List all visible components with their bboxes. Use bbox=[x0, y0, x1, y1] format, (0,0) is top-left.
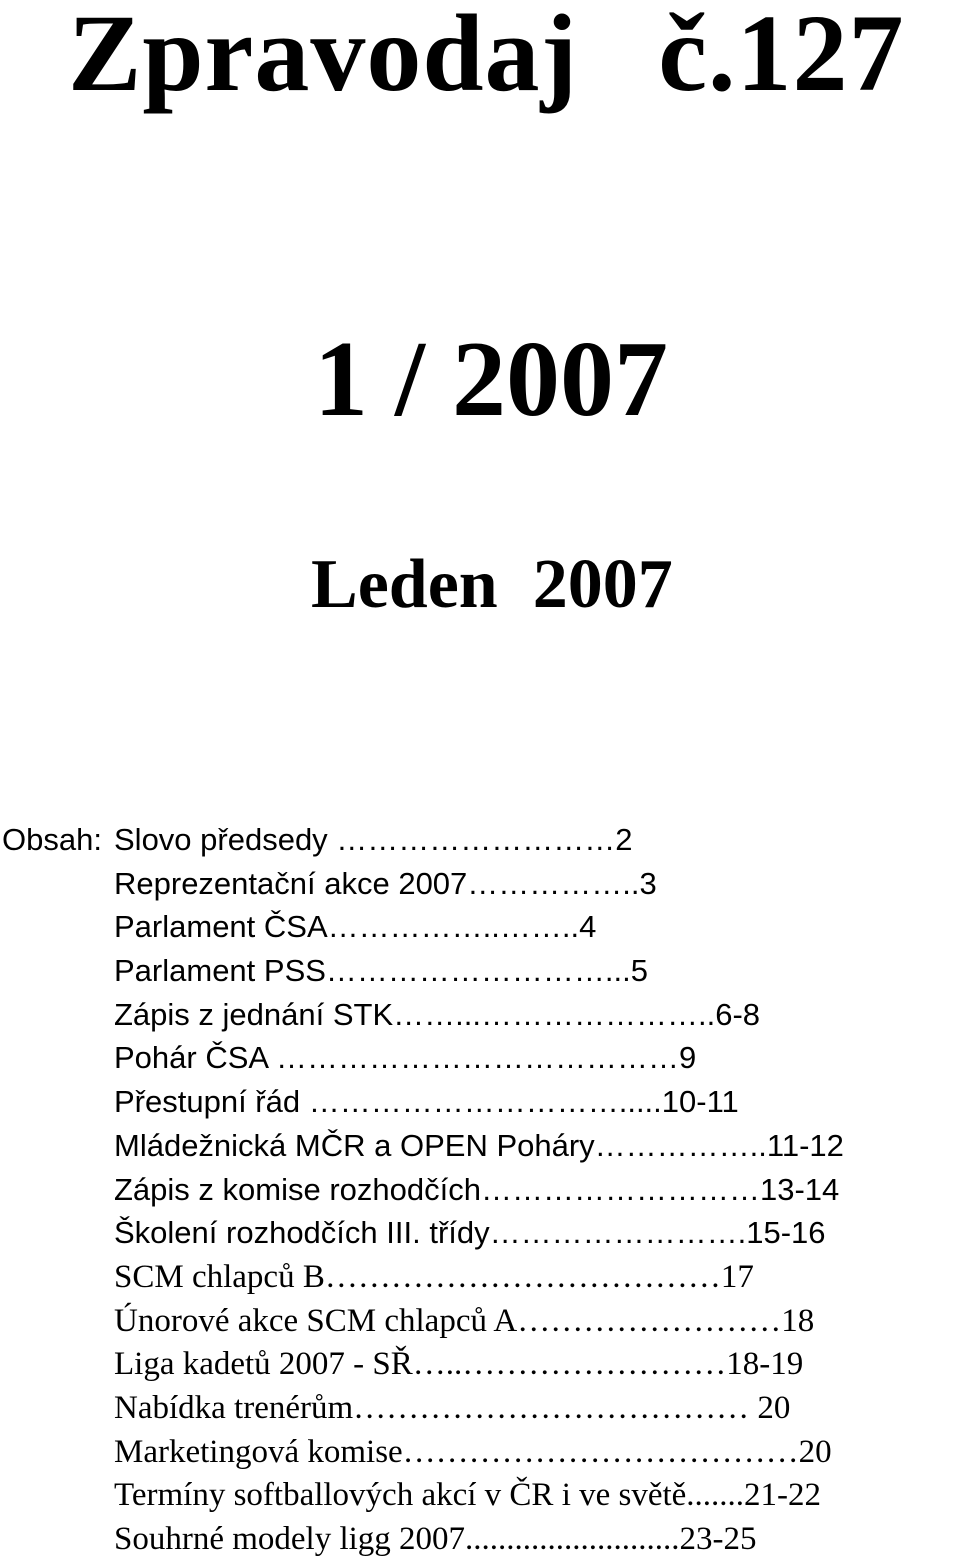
toc-entry-text: Únorové akce SCM chlapců A……………………18 bbox=[114, 1302, 815, 1339]
toc-entry bbox=[114, 1211, 844, 1255]
toc-entry bbox=[114, 1080, 844, 1124]
toc-entry bbox=[114, 1342, 844, 1386]
toc-entry bbox=[114, 1036, 844, 1080]
toc-entry-text: Marketingová komise………………………………20 bbox=[114, 1433, 832, 1470]
toc-entry-text: Termíny softballových akcí v ČR i ve světě.......21-22 bbox=[114, 1477, 822, 1514]
toc-entry bbox=[114, 949, 844, 993]
toc-entry bbox=[114, 1299, 844, 1343]
table-of-contents bbox=[114, 818, 844, 1561]
toc-label: Obsah: bbox=[2, 822, 111, 857]
toc-entry-text: Liga kadetů 2007 - SŘ…..……………………18-19 bbox=[114, 1346, 804, 1383]
toc-entry-text: Slovo předsedy ………………………2 bbox=[114, 822, 633, 857]
toc-entry-text: Zápis z komise rozhodčích………………………13-14 bbox=[114, 1171, 840, 1207]
toc-entry-text: SCM chlapců B………………………………17 bbox=[114, 1258, 754, 1295]
newsletter-number: č.127 bbox=[658, 0, 905, 114]
toc-entry bbox=[114, 1124, 844, 1168]
toc-entry bbox=[114, 905, 844, 949]
toc-entry-text: Zápis z jednání STK……...…………………..6-8 bbox=[114, 996, 761, 1032]
issue-month: Leden 2007 bbox=[311, 546, 673, 623]
toc-entry-text: Souhrné modely ligg 2007..........................23-25 bbox=[114, 1521, 757, 1557]
toc-entry bbox=[114, 818, 844, 862]
toc-entry-text: Parlament PSS………………………...5 bbox=[114, 953, 649, 989]
issue-number: 1 / 2007 bbox=[314, 320, 669, 439]
newsletter-title bbox=[68, 0, 905, 114]
toc-entry bbox=[114, 1517, 844, 1561]
toc-entry-text: Přestupní řád ………………………….....10-11 bbox=[114, 1084, 739, 1120]
toc-entry bbox=[114, 1255, 844, 1299]
toc-entry-text: Reprezentační akce 2007……………..3 bbox=[114, 865, 657, 901]
newsletter-name: Zpravodaj bbox=[68, 0, 579, 114]
toc-entry bbox=[114, 993, 844, 1037]
toc-entry-text: Nabídka trenérům……………………………… 20 bbox=[114, 1389, 791, 1426]
toc-entry bbox=[114, 1168, 844, 1212]
toc-entry bbox=[114, 862, 844, 906]
toc-entry-text: Pohár ČSA …………………………………9 bbox=[114, 1040, 697, 1076]
toc-entry-text: Parlament ČSA……………..……..4 bbox=[114, 909, 597, 945]
toc-entry-text: Školení rozhodčích III. třídy…………………….15-16 bbox=[114, 1215, 826, 1251]
toc-entry-text: Mládežnická MČR a OPEN Poháry……………..11-12 bbox=[114, 1127, 844, 1163]
toc-entry bbox=[114, 1473, 844, 1517]
toc-entry bbox=[114, 1386, 844, 1430]
toc-entry bbox=[114, 1430, 844, 1474]
